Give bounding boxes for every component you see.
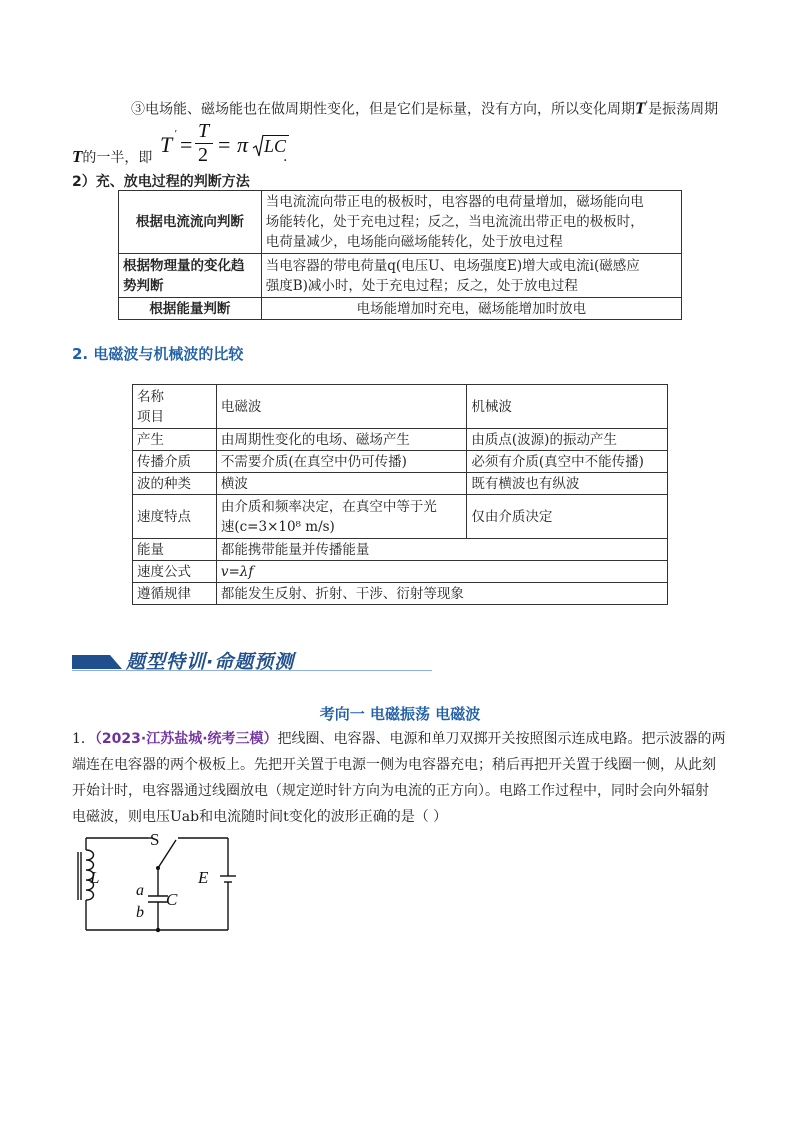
cell-shared: v=λf	[216, 561, 667, 583]
formula-lc: LC	[264, 136, 287, 156]
question-line2: 端连在电容器的两个极板上。先把开关置于电源一侧为电容器充电；稍后再把开关置于线圈一侧，从此刻	[72, 757, 716, 773]
question-number: 1．	[72, 731, 95, 747]
table-value: 电场能增加时充电，磁场能增加时放电	[261, 298, 681, 320]
cell-line: 由介质和频率决定，在真空中等于光	[220, 498, 437, 515]
section-banner	[72, 653, 432, 673]
period-formula	[160, 122, 290, 166]
table-row	[119, 191, 682, 254]
question-line3: 开始计时，电容器通过线圈放电（规定逆时针方向为电流的正方向）。电路工作过程中，同时会向外辐射	[72, 783, 709, 799]
formula-eq1: =	[180, 132, 193, 157]
intro-line1	[131, 95, 718, 121]
t-symbol: T	[72, 147, 83, 166]
capacitor-label: C	[166, 890, 178, 909]
row-label: 速度公式	[133, 561, 217, 583]
header-corner	[133, 385, 217, 429]
cell-em	[216, 495, 467, 539]
formula-lhs: T	[160, 132, 173, 157]
table-row	[133, 451, 668, 473]
section1-heading: 2）充、放电过程的判断方法	[72, 174, 250, 190]
cell-mech: 必须有介质(真空中不能传播)	[467, 451, 668, 473]
inductor-label: L	[90, 868, 100, 887]
table-row	[119, 298, 682, 320]
table-value	[261, 254, 681, 298]
plate-a-label: a	[136, 882, 144, 899]
question-text: 把线圈、电容器、电源和单刀双掷开关按照图示连成电路。把示波器的两	[277, 731, 726, 747]
formula-numerator: T	[198, 120, 210, 142]
cell-em: 由周期性变化的电场、磁场产生	[216, 429, 467, 451]
row-label: 波的种类	[133, 473, 217, 495]
charge-discharge-table	[118, 190, 682, 320]
value-line: 强度B)减小时，处于充电过程；反之，处于放电过程	[265, 277, 578, 294]
cell-shared: 都能携带能量并传播能量	[216, 539, 667, 561]
intro-tail: 是振荡周期	[648, 101, 719, 118]
header-line: 名称	[137, 388, 164, 405]
value-line: 电荷量减少，电场能向磁场能转化，处于放电过程	[265, 234, 563, 250]
table-key: 根据能量判断	[119, 298, 262, 320]
row-label: 速度特点	[133, 495, 217, 539]
table-row	[133, 561, 668, 583]
cell-line: 速(c=3×10⁸ m/s)	[220, 518, 335, 535]
table-row	[133, 473, 668, 495]
banner-title: 题型特训·命题预测	[126, 651, 295, 673]
intro-text: ③电场能、磁场能也在做周期性变化，但是它们是标量，没有方向，所以变化周期	[131, 101, 635, 118]
value-line: 场能转化，处于充电过程；反之，当电流流出带正电的极板时，	[265, 214, 644, 230]
table-row	[133, 583, 668, 605]
t-prime-symbol: T	[635, 98, 646, 118]
table-key: 根据电流流向判断	[119, 191, 262, 254]
formula-prime: '	[174, 128, 177, 140]
prime-mark: '	[645, 100, 649, 111]
switch-label: S	[150, 830, 160, 849]
table-key	[119, 254, 262, 298]
header-line: 项目	[137, 408, 164, 425]
direction-title: 考向一 电磁振荡 电磁波	[319, 705, 481, 723]
intro-line2-text: 的一半，即	[82, 150, 153, 166]
formula-eq2: =	[218, 132, 231, 157]
row-label: 能量	[133, 539, 217, 561]
cell-mech: 既有横波也有纵波	[467, 473, 668, 495]
table-value	[261, 191, 681, 254]
wave-comparison-table	[132, 384, 668, 605]
formula-period: .	[283, 149, 288, 165]
formula-pi: π	[237, 132, 249, 157]
table-row	[119, 254, 682, 298]
banner-bar-tip	[110, 655, 122, 669]
circuit-diagram	[68, 828, 248, 940]
key-line: 势判断	[123, 277, 164, 294]
question-block	[72, 726, 732, 830]
cell-mech: 由质点(波源)的振动产生	[467, 429, 668, 451]
table-row	[133, 539, 668, 561]
header-mech: 机械波	[467, 385, 668, 429]
table-row	[133, 495, 668, 539]
row-label: 传播介质	[133, 451, 217, 473]
key-line: 根据物理量的变化趋	[123, 257, 245, 274]
cell-mech: 仅由介质决定	[467, 495, 668, 539]
row-label: 遵循规律	[133, 583, 217, 605]
value-line: 当电容器的带电荷量q(电压U、电场强度E)增大或电流i(磁感应	[265, 257, 640, 274]
question-line4: 电磁波，则电压Uab和电流随时间t变化的波形正确的是（ ）	[72, 809, 448, 825]
table-row	[133, 429, 668, 451]
question-source: （2023·江苏盐城·统考三模）	[94, 731, 278, 747]
header-em: 电磁波	[216, 385, 467, 429]
cell-shared: 都能发生反射、折射、干涉、衍射等现象	[216, 583, 667, 605]
battery-label: E	[198, 868, 209, 887]
value-line: 当电流流向带正电的极板时，电容器的电荷量增加，磁场能向电	[265, 194, 644, 210]
cell-em: 横波	[216, 473, 467, 495]
banner-bar	[72, 655, 110, 669]
row-label: 产生	[133, 429, 217, 451]
question-line1	[72, 726, 732, 752]
sqrt-sign	[252, 134, 264, 158]
section2-heading: 2. 电磁波与机械波的比较	[72, 345, 244, 363]
formula-denominator: 2	[198, 144, 208, 166]
intro-line2	[72, 146, 152, 169]
cell-em: 不需要介质(在真空中仍可传播)	[216, 451, 467, 473]
plate-b-label: b	[136, 904, 144, 921]
table-header-row	[133, 385, 668, 429]
